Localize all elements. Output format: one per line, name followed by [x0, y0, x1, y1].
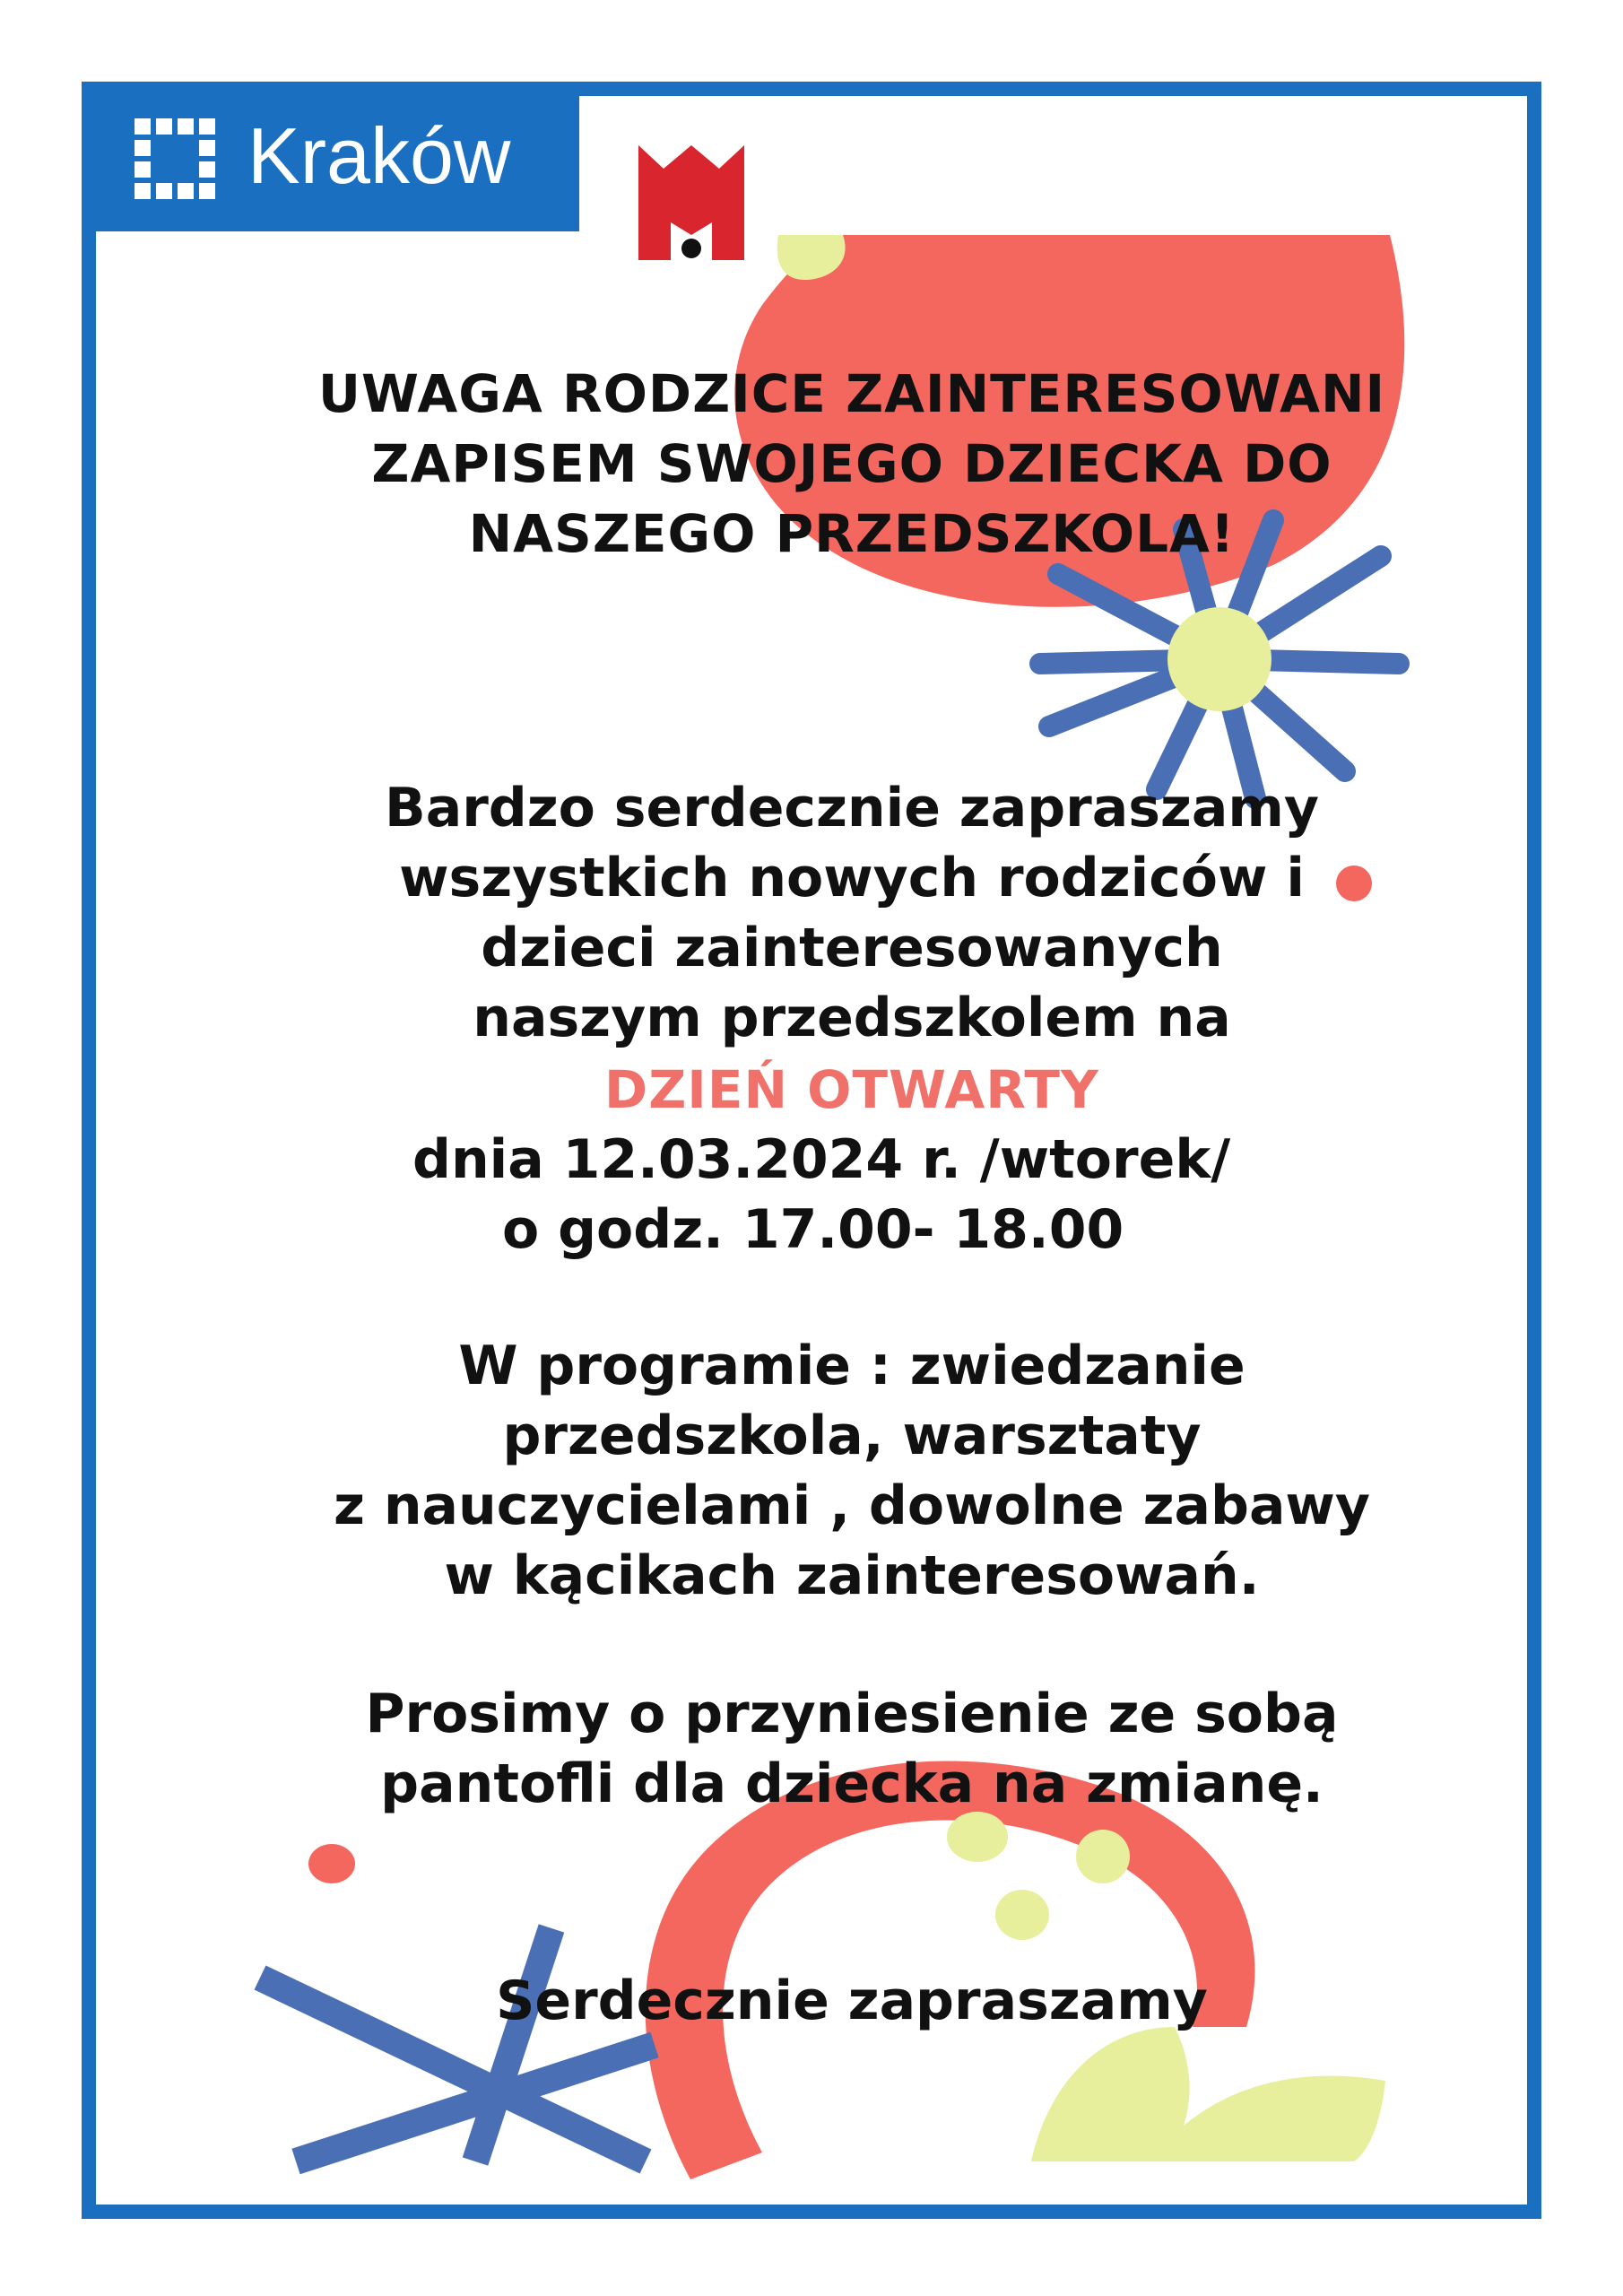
yellow-dot-shape: [947, 1812, 1008, 1862]
page-heading: [179, 359, 1524, 569]
invitation-line: Bardzo serdecznie zapraszamy: [385, 777, 1319, 839]
program-line: w kącikach zainteresowań.: [444, 1544, 1260, 1607]
request-line: Prosimy o przyniesienie ze sobą: [365, 1683, 1339, 1745]
invitation-line: wszystkich nowych rodziców i: [399, 847, 1305, 909]
program-line: przedszkola, warsztaty: [502, 1405, 1202, 1467]
event-name: DZIEŃ OTWARTY: [604, 1059, 1099, 1120]
event-date: dnia 12.03.2024 r. /wtorek/: [412, 1128, 1231, 1191]
krakow-logo-mark-icon: [135, 118, 217, 201]
event-time: o godz. 17.00- 18.00: [502, 1198, 1124, 1261]
program-paragraph: [179, 1331, 1524, 1611]
invitation-line: dzieci zainteresowanych: [481, 917, 1223, 979]
city-name: Kraków: [247, 111, 511, 200]
request-paragraph: [179, 1679, 1524, 1819]
heading-line: ZAPISEM SWOJEGO DZIECKA DO: [371, 433, 1332, 494]
red-oval-shape: [308, 1844, 355, 1883]
program-line: W programie : zwiedzanie: [458, 1335, 1245, 1397]
city-crest-icon: [638, 145, 744, 260]
request-line: pantofli dla dziecka na zmianę.: [380, 1752, 1324, 1815]
invitation-paragraph: [179, 773, 1524, 1053]
blue-star-shape: [260, 1928, 655, 2161]
heading-line: UWAGA RODZICE ZAINTERESOWANI: [317, 363, 1386, 424]
invitation-line: naszym przedszkolem na: [473, 987, 1231, 1049]
yellow-dot-shape: [995, 1890, 1049, 1940]
flower-center-shape: [1167, 607, 1271, 711]
yellow-dot-shape: [1076, 1830, 1130, 1883]
yellow-leaf-shape: [1031, 2027, 1385, 2161]
closing-text: Serdecznie zapraszamy: [496, 1970, 1208, 2032]
heading-line: NASZEGO PRZEDSZKOLA!: [468, 503, 1236, 564]
program-line: z nauczycielami , dowolne zabawy: [334, 1474, 1370, 1537]
